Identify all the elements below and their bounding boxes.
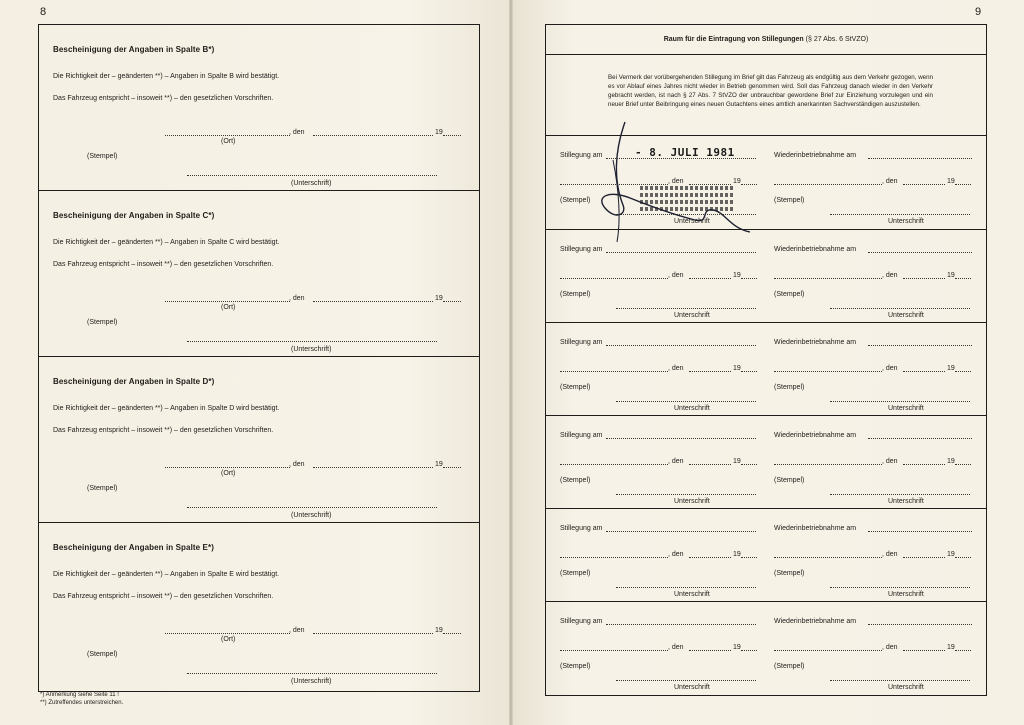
signature-field[interactable]	[830, 494, 970, 495]
place-field[interactable]	[774, 650, 882, 651]
den-label: , den	[882, 365, 898, 372]
date-field[interactable]	[313, 135, 433, 136]
stillegung-label: Stillegung am	[560, 339, 603, 346]
certificate-title: Bescheinigung der Angaben in Spalte C*)	[53, 211, 215, 220]
unterschrift-label: Unterschrift	[888, 498, 924, 505]
year-label: 19	[733, 272, 741, 279]
stempel-label: (Stempel)	[560, 197, 591, 204]
place-field[interactable]	[560, 278, 668, 279]
date-field[interactable]	[903, 371, 945, 372]
stillegung-label: Stillegung am	[560, 152, 603, 159]
den-label: , den	[289, 295, 305, 302]
den-label: , den	[289, 129, 305, 136]
stillegung-label: Stillegung am	[560, 432, 603, 439]
signature-field[interactable]	[616, 494, 756, 495]
stillegung-row	[546, 601, 986, 694]
date-field[interactable]	[689, 650, 731, 651]
year-field[interactable]	[741, 371, 757, 372]
stillegung-date-field[interactable]	[606, 252, 756, 253]
stillegung-date-field[interactable]	[606, 531, 756, 532]
year-field[interactable]	[741, 464, 757, 465]
date-field[interactable]	[903, 184, 945, 185]
footnote-1: *) Anmerkung siehe Seite 11 !	[40, 692, 119, 698]
year-label: 19	[947, 644, 955, 651]
place-field[interactable]	[774, 184, 882, 185]
ort-label: (Ort)	[221, 138, 236, 145]
stillegung-row	[546, 508, 986, 601]
stempel-label: (Stempel)	[774, 570, 805, 577]
date-field[interactable]	[313, 467, 433, 468]
date-field[interactable]	[313, 633, 433, 634]
stillegung-label: Stillegung am	[560, 525, 603, 532]
certificate-section	[39, 523, 479, 689]
place-field[interactable]	[165, 633, 290, 634]
place-field[interactable]	[165, 301, 290, 302]
stillegung-date-field[interactable]	[606, 438, 756, 439]
place-field[interactable]	[560, 371, 668, 372]
wiederinbetriebnahme-date-field[interactable]	[868, 158, 972, 159]
date-field[interactable]	[903, 557, 945, 558]
book-spine	[509, 0, 513, 725]
unterschrift-label: Unterschrift	[674, 498, 710, 505]
certificate-text-regulations: Das Fahrzeug entspricht – insoweit **) – den gesetzlichen Vorschriften.	[53, 593, 274, 600]
year-field[interactable]	[443, 633, 461, 634]
unterschrift-label: (Unterschrift)	[291, 180, 332, 187]
place-field[interactable]	[774, 371, 882, 372]
wiederinbetriebnahme-date-field[interactable]	[868, 252, 972, 253]
certificate-text-regulations: Das Fahrzeug entspricht – insoweit **) – den gesetzlichen Vorschriften.	[53, 427, 274, 434]
signature-field[interactable]	[187, 507, 437, 508]
certificate-text-confirm: Die Richtigkeit der – geänderten **) – Angaben in Spalte E wird bestätigt.	[53, 571, 280, 578]
signature-field[interactable]	[616, 308, 756, 309]
wiederinbetriebnahme-label: Wiederinbetriebnahme am	[774, 618, 857, 625]
year-label: 19	[733, 551, 741, 558]
place-field[interactable]	[560, 557, 668, 558]
unterschrift-label: Unterschrift	[888, 405, 924, 412]
date-field[interactable]	[689, 557, 731, 558]
year-field[interactable]	[741, 650, 757, 651]
unterschrift-label: (Unterschrift)	[291, 346, 332, 353]
signature-field[interactable]	[830, 680, 970, 681]
den-label: , den	[668, 551, 684, 558]
unterschrift-label: Unterschrift	[888, 218, 924, 225]
certificate-text-regulations: Das Fahrzeug entspricht – insoweit **) – den gesetzlichen Vorschriften.	[53, 95, 274, 102]
place-field[interactable]	[774, 464, 882, 465]
unterschrift-label: Unterschrift	[888, 312, 924, 319]
signature-field[interactable]	[187, 341, 437, 342]
den-label: , den	[668, 178, 684, 185]
year-label: 19	[947, 272, 955, 279]
den-label: , den	[289, 627, 305, 634]
unterschrift-label: Unterschrift	[674, 218, 710, 225]
header-rest: (§ 27 Abs. 6 StVZO)	[803, 36, 869, 43]
unterschrift-label: Unterschrift	[888, 591, 924, 598]
year-label: 19	[947, 458, 955, 465]
year-field[interactable]	[955, 278, 971, 279]
certificate-text-regulations: Das Fahrzeug entspricht – insoweit **) – den gesetzlichen Vorschriften.	[53, 261, 274, 268]
handwritten-signature	[585, 120, 770, 245]
den-label: , den	[289, 461, 305, 468]
stempel-label: (Stempel)	[560, 570, 591, 577]
year-field[interactable]	[443, 135, 461, 136]
year-label: 19	[435, 461, 443, 468]
den-label: , den	[882, 178, 898, 185]
ort-label: (Ort)	[221, 304, 236, 311]
place-field[interactable]	[165, 135, 290, 136]
unterschrift-label: Unterschrift	[674, 312, 710, 319]
den-label: , den	[882, 458, 898, 465]
page-number-right: 9	[975, 6, 982, 18]
stillegung-intro-text: Bei Vermerk der vorübergehenden Stillegung im Brief gilt das Fahrzeug als endgültig aus dem Verkehr gezogen, wenn es vor Ablauf eines Jahres nicht wieder in Betrieb genommen wird. Soll das Fahrzeug danach wieder in den Verkehr gebracht werden, ist nach § 27 Abs. 7 StVZO der unbrauchbar gewordene Brief zur Einziehung vorzulegen und ein neuer Brief unter Beibringung eines neuen Gutachtens eines amtlich anerkannten Sachverständigen auszustellen.	[608, 74, 933, 108]
year-label: 19	[733, 178, 741, 185]
place-field[interactable]	[774, 557, 882, 558]
year-field[interactable]	[955, 650, 971, 651]
stillegung-row	[546, 322, 986, 415]
ort-label: (Ort)	[221, 470, 236, 477]
year-label: 19	[947, 178, 955, 185]
unterschrift-label: Unterschrift	[674, 684, 710, 691]
year-field[interactable]	[443, 301, 461, 302]
stillegung-label: Stillegung am	[560, 246, 603, 253]
stempel-label: (Stempel)	[774, 291, 805, 298]
date-field[interactable]	[689, 371, 731, 372]
date-field[interactable]	[689, 278, 731, 279]
date-field[interactable]	[313, 301, 433, 302]
wiederinbetriebnahme-label: Wiederinbetriebnahme am	[774, 432, 857, 439]
den-label: , den	[668, 272, 684, 279]
year-field[interactable]	[443, 467, 461, 468]
year-label: 19	[947, 365, 955, 372]
stillegung-header	[546, 25, 986, 55]
year-label: 19	[733, 365, 741, 372]
year-field[interactable]	[955, 464, 971, 465]
unterschrift-label: Unterschrift	[674, 405, 710, 412]
stempel-label: (Stempel)	[87, 485, 118, 492]
year-field[interactable]	[955, 184, 971, 185]
year-field[interactable]	[955, 371, 971, 372]
certificate-title: Bescheinigung der Angaben in Spalte D*)	[53, 377, 215, 386]
signature-field[interactable]	[616, 401, 756, 402]
wiederinbetriebnahme-date-field[interactable]	[868, 345, 972, 346]
wiederinbetriebnahme-label: Wiederinbetriebnahme am	[774, 339, 857, 346]
stempel-label: (Stempel)	[87, 651, 118, 658]
place-field[interactable]	[165, 467, 290, 468]
certificate-title: Bescheinigung der Angaben in Spalte E*)	[53, 543, 214, 552]
unterschrift-label: (Unterschrift)	[291, 512, 332, 519]
stempel-label: (Stempel)	[560, 384, 591, 391]
stillegung-date-field[interactable]	[606, 624, 756, 625]
year-field[interactable]	[741, 557, 757, 558]
stempel-label: (Stempel)	[560, 663, 591, 670]
certificate-text-confirm: Die Richtigkeit der – geänderten **) – Angaben in Spalte C wird bestätigt.	[53, 239, 280, 246]
stempel-label: (Stempel)	[560, 477, 591, 484]
wiederinbetriebnahme-date-field[interactable]	[868, 624, 972, 625]
date-field[interactable]	[903, 650, 945, 651]
stempel-label: (Stempel)	[774, 384, 805, 391]
stillegung-date-field[interactable]	[606, 345, 756, 346]
signature-field[interactable]	[830, 587, 970, 588]
place-field[interactable]	[560, 464, 668, 465]
certificate-text-confirm: Die Richtigkeit der – geänderten **) – Angaben in Spalte B wird bestätigt.	[53, 73, 280, 80]
stempel-label: (Stempel)	[774, 477, 805, 484]
stillegung-label: Stillegung am	[560, 618, 603, 625]
den-label: , den	[668, 644, 684, 651]
den-label: , den	[882, 644, 898, 651]
den-label: , den	[668, 458, 684, 465]
den-label: , den	[882, 272, 898, 279]
year-field[interactable]	[741, 278, 757, 279]
wiederinbetriebnahme-date-field[interactable]	[868, 531, 972, 532]
stempel-label: (Stempel)	[560, 291, 591, 298]
date-stamp: - 8. JULI 1981	[635, 146, 735, 159]
certificate-section	[39, 25, 479, 191]
year-label: 19	[435, 295, 443, 302]
signature-field[interactable]	[830, 308, 970, 309]
footnote-2: **) Zutreffendes unterstreichen.	[40, 700, 124, 706]
signature-field[interactable]	[830, 401, 970, 402]
stillegung-header-title	[546, 36, 986, 43]
year-field[interactable]	[955, 557, 971, 558]
den-label: , den	[668, 365, 684, 372]
ort-label: (Ort)	[221, 636, 236, 643]
header-bold: Raum für die Eintragung von Stillegungen	[663, 36, 804, 43]
wiederinbetriebnahme-date-field[interactable]	[868, 438, 972, 439]
wiederinbetriebnahme-label: Wiederinbetriebnahme am	[774, 525, 857, 532]
place-field[interactable]	[774, 278, 882, 279]
year-label: 19	[733, 644, 741, 651]
date-field[interactable]	[903, 278, 945, 279]
page-number-left: 8	[40, 6, 47, 18]
wiederinbetriebnahme-label: Wiederinbetriebnahme am	[774, 152, 857, 159]
unterschrift-label: Unterschrift	[674, 591, 710, 598]
stempel-label: (Stempel)	[774, 663, 805, 670]
signature-field[interactable]	[187, 673, 437, 674]
signature-field[interactable]	[187, 175, 437, 176]
certificate-text-confirm: Die Richtigkeit der – geänderten **) – Angaben in Spalte D wird bestätigt.	[53, 405, 280, 412]
unterschrift-label: Unterschrift	[888, 684, 924, 691]
date-field[interactable]	[689, 464, 731, 465]
stempel-label: (Stempel)	[774, 197, 805, 204]
year-label: 19	[435, 129, 443, 136]
year-label: 19	[733, 458, 741, 465]
stempel-label: (Stempel)	[87, 153, 118, 160]
signature-field[interactable]	[830, 214, 970, 215]
unterschrift-label: (Unterschrift)	[291, 678, 332, 685]
wiederinbetriebnahme-label: Wiederinbetriebnahme am	[774, 246, 857, 253]
year-label: 19	[947, 551, 955, 558]
signature-field[interactable]	[616, 680, 756, 681]
certificate-title: Bescheinigung der Angaben in Spalte B*)	[53, 45, 215, 54]
date-field[interactable]	[903, 464, 945, 465]
certificate-section	[39, 191, 479, 357]
stempel-label: (Stempel)	[87, 319, 118, 326]
signature-field[interactable]	[616, 587, 756, 588]
den-label: , den	[882, 551, 898, 558]
place-field[interactable]	[560, 650, 668, 651]
stillegung-row	[546, 415, 986, 508]
year-label: 19	[435, 627, 443, 634]
certificate-section	[39, 357, 479, 523]
left-certificate-form	[38, 24, 480, 692]
